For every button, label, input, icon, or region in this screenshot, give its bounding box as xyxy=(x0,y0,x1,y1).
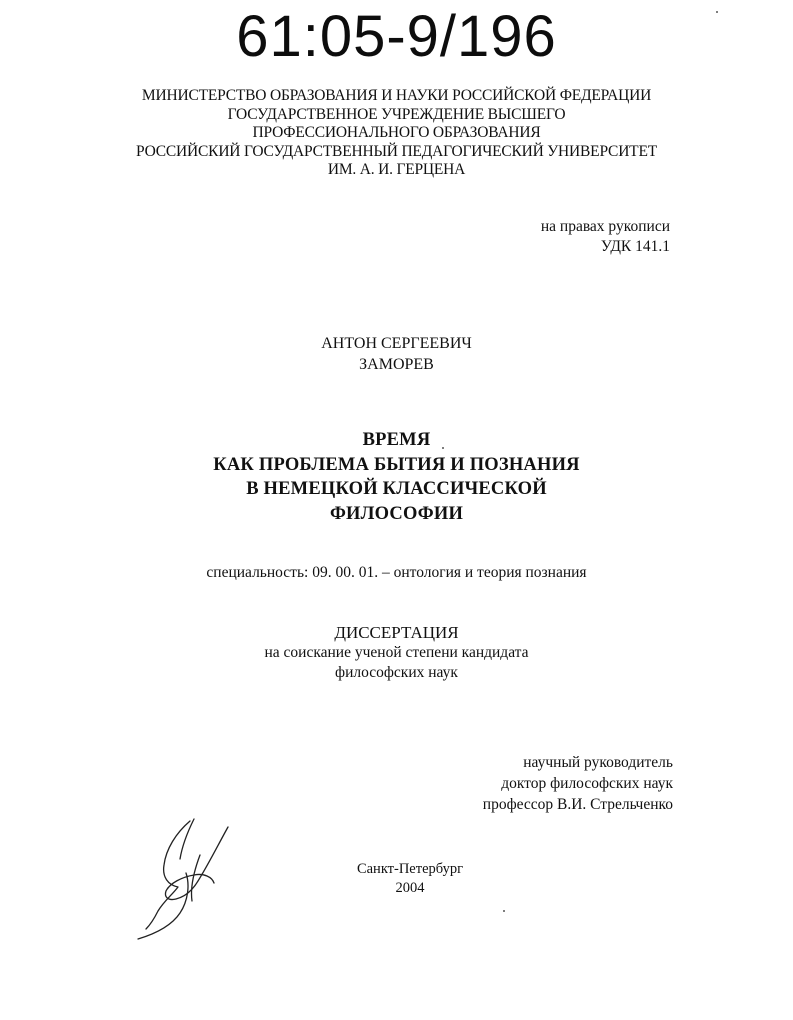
supervisor-degree: доктор философских наук xyxy=(501,775,673,792)
ministry-block xyxy=(0,87,793,180)
ministry-line: ИМ. А. И. ГЕРЦЕНА xyxy=(327,161,466,178)
title-line: ФИЛОСОФИИ xyxy=(329,503,464,524)
title-line: В НЕМЕЦКОЙ КЛАССИЧЕСКОЙ xyxy=(246,479,547,499)
supervisor-role: научный руководитель xyxy=(523,754,673,771)
document-number: 61:05-9/196 xyxy=(236,4,557,69)
scan-speck xyxy=(716,11,718,13)
ministry-line: РОССИЙСКИЙ ГОСУДАРСТВЕННЫЙ ПЕДАГОГИЧЕСКИЙ УНИВЕРСИТЕТ xyxy=(135,142,657,160)
city: Санкт-Петербург xyxy=(356,861,464,877)
ministry-line: МИНИСТЕРСТВО ОБРАЗОВАНИЯ И НАУКИ РОССИЙСКОЙ ФЕДЕРАЦИИ xyxy=(141,87,652,104)
title-line: КАК ПРОБЛЕМА БЫТИЯ И ПОЗНАНИЯ xyxy=(213,454,580,475)
author-surname: ЗАМОРЕВ xyxy=(359,356,434,373)
author-first-names: АНТОН СЕРГЕЕВИЧ xyxy=(321,335,472,352)
supervisor-block xyxy=(400,752,673,815)
scan-speck xyxy=(442,447,444,449)
manuscript-rights: на правах рукописи xyxy=(540,218,670,235)
field-line: философских наук xyxy=(335,664,458,681)
year: 2004 xyxy=(395,880,425,896)
ministry-line: ГОСУДАРСТВЕННОЕ УЧРЕЖДЕНИЕ ВЫСШЕГО xyxy=(227,105,566,123)
place-block xyxy=(330,860,490,898)
author-block xyxy=(0,333,793,375)
rights-block xyxy=(480,217,670,257)
dissertation-heading: ДИССЕРТАЦИЯ xyxy=(334,623,459,642)
dissertation-block xyxy=(0,623,793,683)
dissertation-title xyxy=(0,428,793,526)
ministry-line: ПРОФЕССИОНАЛЬНОГО ОБРАЗОВАНИЯ xyxy=(252,124,541,141)
degree-line: на соискание ученой степени кандидата xyxy=(264,644,529,661)
title-line: ВРЕМЯ xyxy=(362,430,431,450)
specialty-line: специальность: 09. 00. 01. – онтология и теория познания xyxy=(206,564,587,581)
handwritten-signature xyxy=(128,815,238,940)
scan-speck xyxy=(503,910,505,912)
udc-code: УДК 141.1 xyxy=(600,238,670,255)
supervisor-name: профессор В.И. Стрельченко xyxy=(482,796,673,813)
